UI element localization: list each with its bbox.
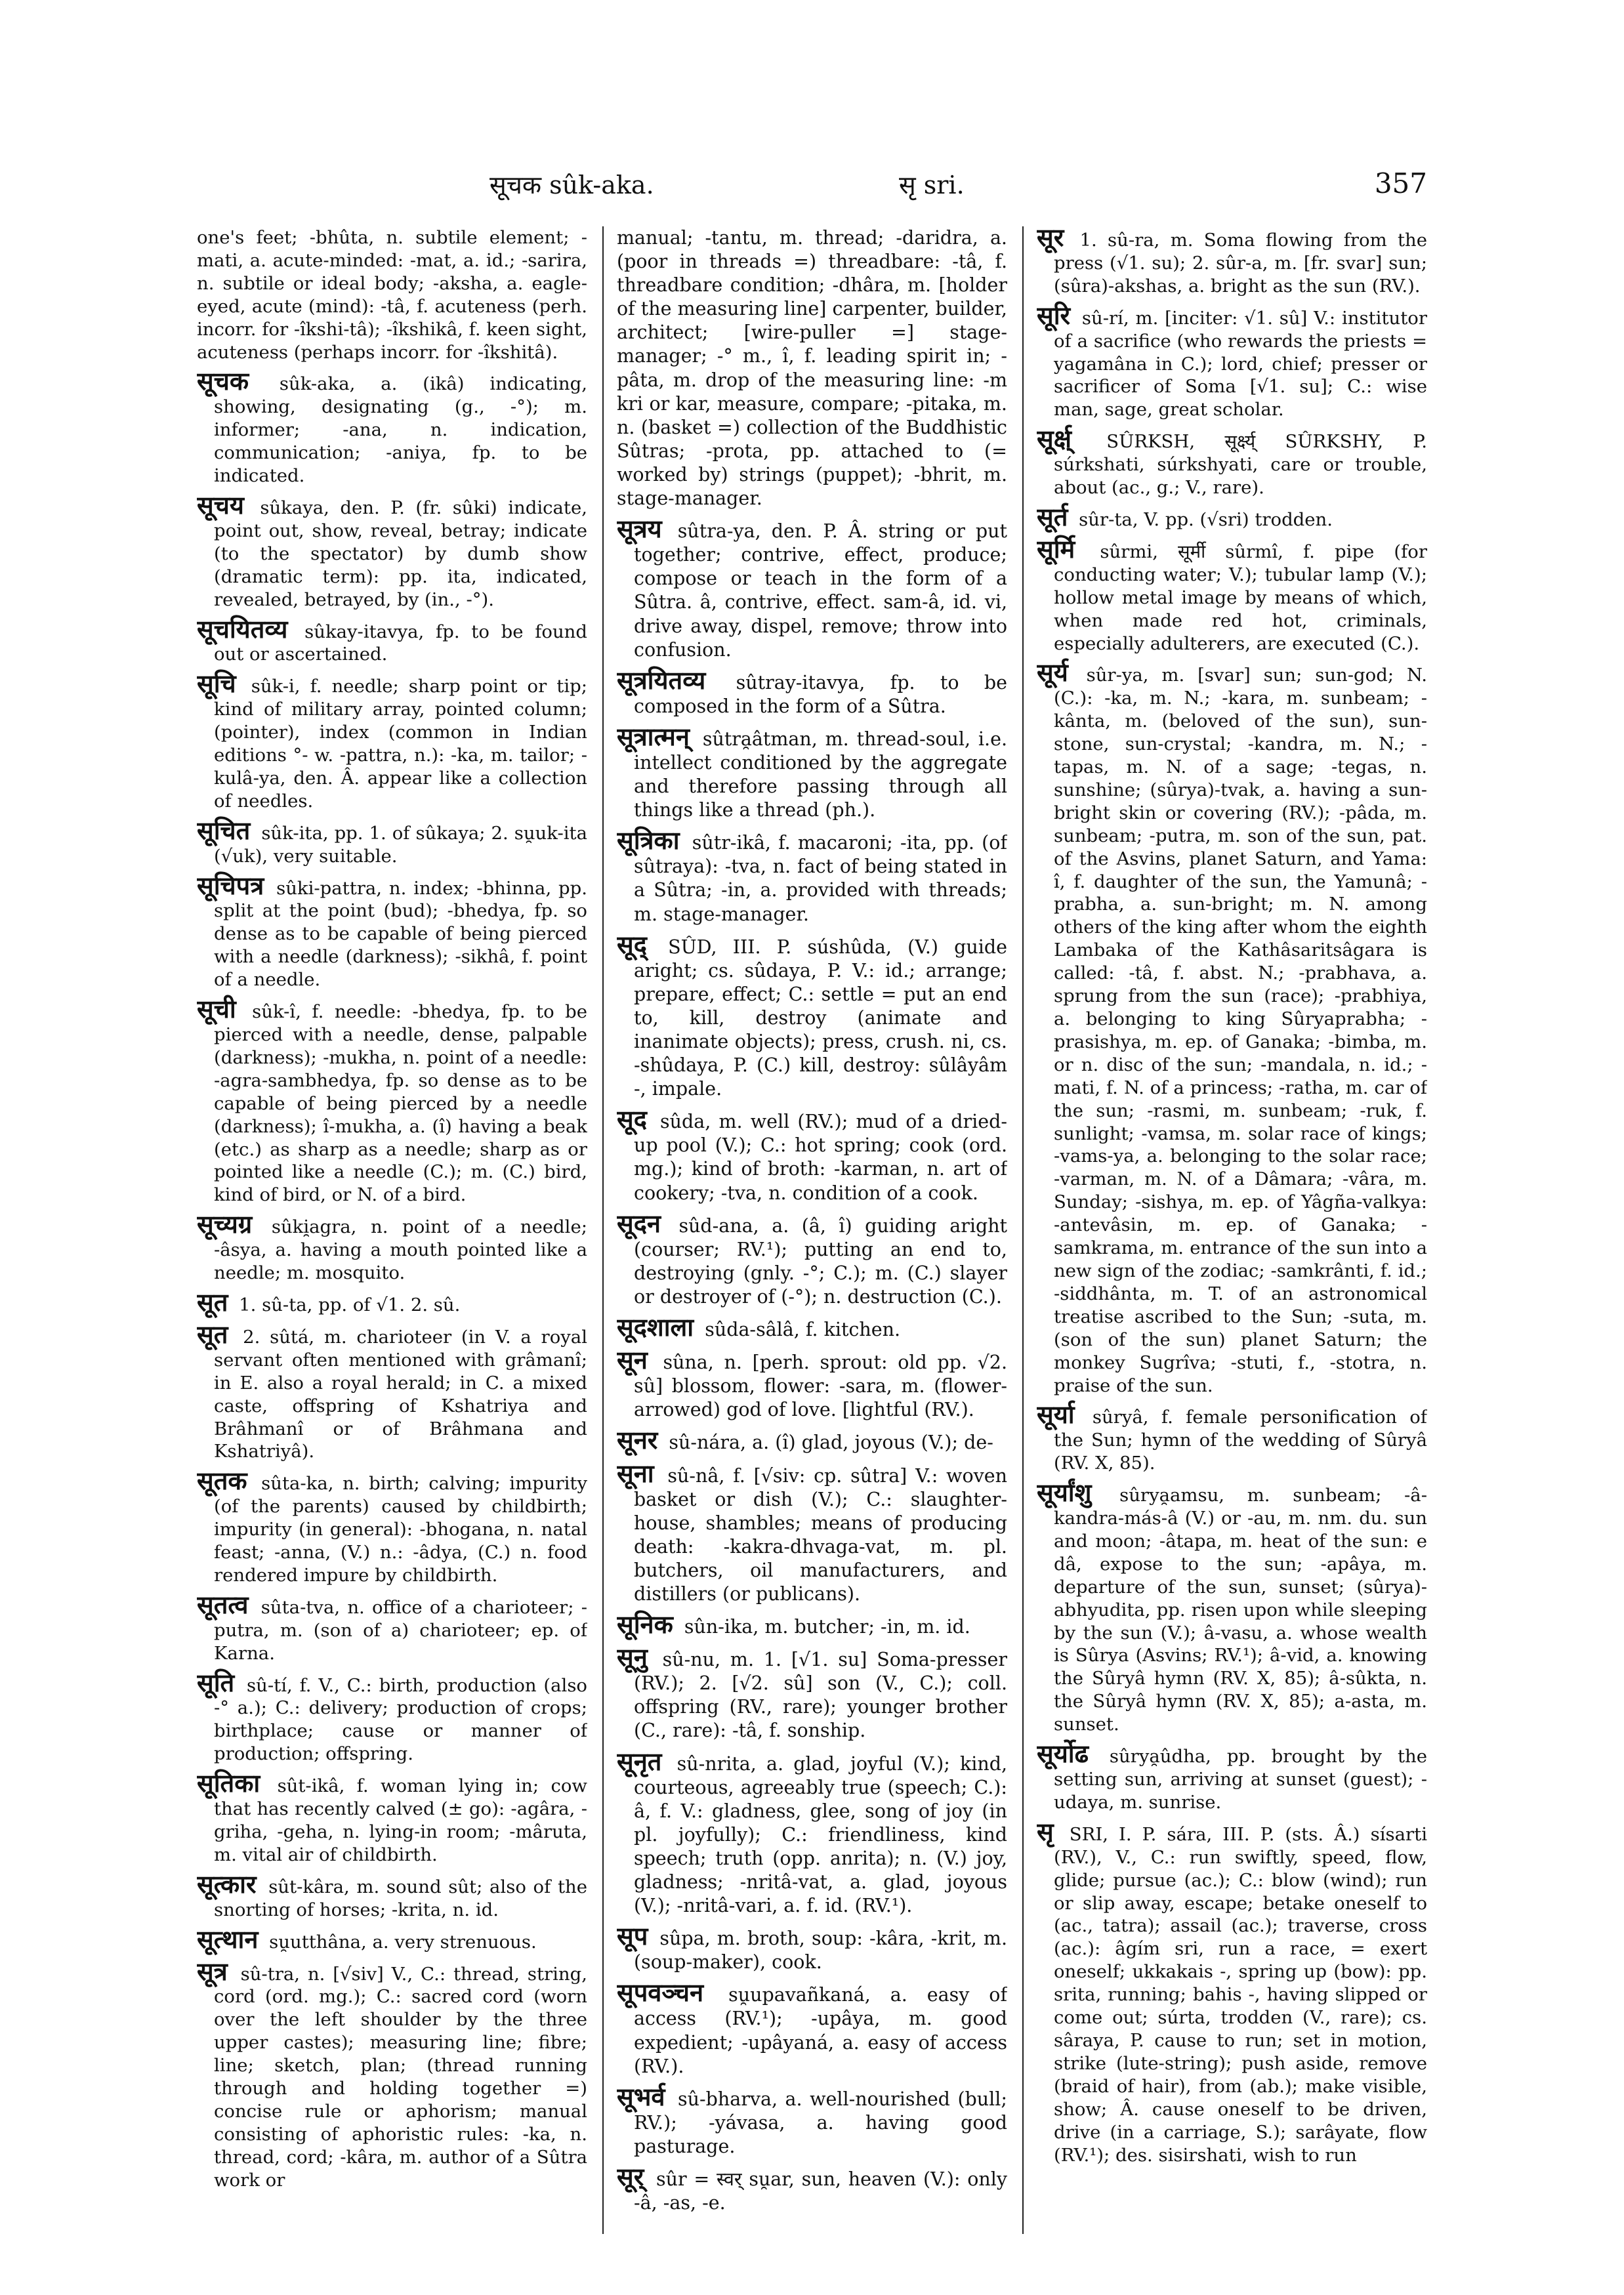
entry-definition: a. (â, î) guiding aright (courser; RV.¹); putting an end to, destroying (gnly. -°; C.); m. (C.) slayer or destroyer of (-°); n. destruction (C.). xyxy=(634,1214,1007,1308)
running-header xyxy=(197,167,1427,207)
dictionary-entry xyxy=(1037,1478,1427,1736)
entry-definition: su̯ar, sun, heaven (V.): only -â, -as, -e. xyxy=(634,2168,1007,2214)
headword-devanagari: सूत्थान xyxy=(197,1924,259,1954)
entry-definition: m. 1. [√1. su] Soma-presser (RV.); 2. [√2. sû] son (V., C.); coll. offspring (RV., rare); younger brother (C., rare): -tâ, f. sonship. xyxy=(634,1649,1007,1742)
headword-devanagari: सूचक xyxy=(197,366,249,396)
headword-transliteration: sûrmi, सूर्मी sûrmî, xyxy=(1100,541,1283,562)
headword-devanagari: सून xyxy=(617,1345,648,1375)
headword-transliteration: sûta-tva, xyxy=(260,1596,341,1618)
entry-definition: n. office of a charioteer; -putra, m. (son of a) charioteer; ep. of Karna. xyxy=(214,1596,587,1664)
header-first-entry: सूचक sûk-aka. xyxy=(489,171,654,199)
dictionary-entry xyxy=(1037,657,1427,1397)
entry-definition: a. (î) glad, joyous (V.); de- xyxy=(752,1432,993,1454)
headword-transliteration: sûk-î, xyxy=(252,1001,301,1023)
entry-definition: III. P. súshûda, (V.) guide aright; cs. sûdaya, P. V.: id.; arrange; prepare, effect; C.: settle = put an end to, kill, destroy (animate and inanimate objects); press, crush. ni, cs. -shûdaya, P. (C.) kill, destroy: sûlâyâm -, impale. xyxy=(634,936,1007,1100)
dictionary-entry xyxy=(617,929,1007,1102)
entry-definition: P. súrkshati, súrkshyati, care or trouble, about (ac., g.; V., rare). xyxy=(1054,431,1427,499)
dictionary-entry xyxy=(197,1466,587,1587)
headword-transliteration: sû-nâ, xyxy=(667,1464,725,1487)
dictionary-entry xyxy=(1037,300,1427,422)
dictionary-entry xyxy=(617,1458,1007,1607)
headword-transliteration: sû-tra, xyxy=(240,1963,301,1985)
entry-definition: a. glad, joyful (V.); kind, courteous, agreeably true (speech; C.): â, f. V.: gladness, glee, song of joy (in pl. joyfully); C.: friendliness, kind speech; truth (opp. anrita); n. (V.) joy, gladness; -nritâ-vat, a. glad, joyous (V.); -nritâ-vari, a. f. id. (RV.¹). xyxy=(634,1752,1007,1917)
entry-definition: m. well (RV.); mud of a dried-up pool (V.); C.: hot spring; cook (ord. mg.); kind of broth: -karman, n. art of cookery; -tva, n. condition of a cook. xyxy=(634,1111,1007,1204)
dictionary-entry xyxy=(197,1287,587,1317)
headword-transliteration: sûki-pattra, xyxy=(276,877,383,899)
headword-transliteration: sûta-ka, xyxy=(261,1473,334,1495)
dictionary-entry xyxy=(197,669,587,812)
headword-transliteration: sûna, xyxy=(663,1352,714,1374)
headword-devanagari: सूत्रय xyxy=(617,514,662,544)
entry-definition: m. sound sût; also of the snorting of horses; -krita, n. id. xyxy=(214,1876,587,1920)
entry-definition: f. V., C.: birth, production (also -° a.); C.: delivery; production of crops; birthplace; cause or manner of production; offspring. xyxy=(214,1674,587,1765)
headword-devanagari: सूतत्व xyxy=(197,1589,249,1619)
headword-devanagari: सृ xyxy=(1037,1816,1054,1846)
dictionary-entry xyxy=(1037,501,1427,531)
entry-definition: f. [√siv: cp. sûtra] V.: woven basket or dish (V.); C.: slaughter-house, shambles; means of producing death: -kakra-dhvaga-vat, m. pl. butchers, oil manufacturers, and distillers (or publicans). xyxy=(634,1464,1007,1605)
headword-devanagari: सूद xyxy=(617,1104,647,1134)
entry-definition: m. [svar] sun; sun-god; N. (C.): -ka, m. N.; -kara, m. sunbeam; -kânta, m. (beloved of the sun), sun-stone, sun-crystal; -kandra, m. N.; -tapas, m. N. of a sage; -tegas, n. sunshine; (sûrya)-tvak, a. having a sun-bright skin or covering (RV.); -pâda, m. sunbeam; -putra, m. son of the sun, pat. of the Asvins, planet Saturn, and Yama: î, f. daughter of the sun, the Yamunâ; -prabha, a. sun-bright; m. N. among others of the king after whom the eighth Lambaka of the Kathâsaritsâgara is called: -tâ, f. abst. N.; -prabhava, a. sprung from the sun (race); -prabhiya, a. belonging to king Sûryaprabha; -prasishya, m. ep. of Ganaka; -bimba, m. or n. disc of the sun; -mandala, n. id.; -mati, f. N. of a princess; -ratha, m. car of the sun; -rasmi, m. sunbeam; -ruk, f. sunlight; -vamsa, m. solar race of kings; -vams-ya, a. belonging to the solar race; -varman, m. N. of a Dâmara; -vâra, m. Sunday; -sishya, m. ep. of Yâgña-valkya: -antevâsin, m. ep. of Ganaka; -samkrama, m. entrance of the sun into a new sign of the zodiac; -samkrânti, f. id.; -siddhânta, m. T. of an astronomical treatise ascribed to the Sun; -suta, m. (son of the sun) planet Saturn; the monkey Sugrîva; -stuti, f., -stotra, n. praise of the sun. xyxy=(1054,665,1427,1396)
headword-devanagari: सूना xyxy=(617,1458,654,1488)
dictionary-entry xyxy=(197,1956,587,2192)
headword-devanagari: सूतक xyxy=(197,1466,247,1496)
dictionary-entry xyxy=(617,825,1007,926)
headword-transliteration: sû-nrita, xyxy=(677,1752,757,1775)
headword-transliteration: sûda-sâlâ, xyxy=(705,1319,800,1341)
headword-transliteration: sûn-ika, xyxy=(684,1616,759,1638)
headword-transliteration: sûrya̯ûdha, xyxy=(1109,1746,1211,1768)
dictionary-columns xyxy=(197,226,1427,2234)
dictionary-entry xyxy=(1037,1816,1427,2167)
headword-transliteration: sûpa, xyxy=(659,1928,711,1950)
headword-devanagari: सूची xyxy=(197,994,236,1024)
headword-devanagari: सूनु xyxy=(617,1642,648,1672)
headword-transliteration: sûkaya, xyxy=(260,497,329,518)
headword-devanagari: सूचिपत्र xyxy=(197,870,264,900)
column-2 xyxy=(617,226,1007,2234)
headword-devanagari: सूदन xyxy=(617,1208,661,1238)
headword-transliteration: su̯upavañkaná, xyxy=(728,1984,871,2006)
headword-devanagari: सूद् xyxy=(617,929,647,959)
header-last-entry: सृ sri. xyxy=(899,171,965,199)
headword-transliteration: SRI, xyxy=(1069,1823,1108,1845)
dictionary-entry xyxy=(617,1746,1007,1918)
headword-devanagari: सूच्यग्र xyxy=(197,1209,253,1239)
headword-devanagari: सूर्त xyxy=(1037,501,1068,531)
headword-devanagari: सूनिक xyxy=(617,1609,673,1640)
column-divider xyxy=(602,226,604,2234)
entry-definition: a. (ikâ) indicating, showing, designating (g., -°); m. informer; -ana, n. indication, communication; -aniya, fp. to be indicated. xyxy=(214,373,587,487)
headword-transliteration: sûtra-ya, xyxy=(677,520,761,543)
headword-devanagari: सूचि xyxy=(197,669,236,699)
headword-transliteration: sûk-aka, xyxy=(279,373,356,395)
entry-definition: a. well-nourished (bull; RV.); -yávasa, a. having good pasturage. xyxy=(634,2088,1007,2157)
entry-definition: m. charioteer (in V. a royal servant often mentioned with grâmanî; in E. also a royal herald; in C. a mixed caste, offspring of Kshatriya and Brâhmanî or of Brâhmana and Kshatriyâ). xyxy=(214,1326,587,1462)
headword-devanagari: सूर xyxy=(1037,226,1064,252)
headword-devanagari: सूचय xyxy=(197,489,244,520)
headword-transliteration: su̯utthâna, xyxy=(269,1931,367,1953)
entry-definition: m. Soma flowing from the press (√1. su); 2. sûr-a, m. [fr. svar] sun; (sûra)-akshas, a. bright as the sun (RV.). xyxy=(1054,230,1427,297)
entry-definition: fp. to be composed in the form of a Sûtra. xyxy=(634,671,1007,717)
dictionary-entry xyxy=(197,870,587,992)
entry-definition: f. kitchen. xyxy=(805,1319,901,1341)
dictionary-entry xyxy=(617,1977,1007,2078)
entry-definition: f. macaroni; -ita, pp. (of sûtraya): -tva, n. fact of being stated in a Sûtra; -in, a. provided with threads; m. stage-manager. xyxy=(634,832,1007,925)
dictionary-entry xyxy=(617,1609,1007,1640)
entry-definition: manual; -tantu, m. thread; -daridra, a. (poor in threads =) threadbare: -tâ, f. threadbare condition; -dhâra, m. [holder of the measuring line] carpenter, builder, architect; [wire-puller =] stage-manager; -° m., î, f. leading spirit in; -pâta, m. drop of the measuring line: -m kri or kar, measure, compare; -pitaka, m. n. (basket =) collection of the Buddhistic Sûtras; -prota, pp. attached to (= worked by) strings (puppet); -bhrit, m. stage-manager. xyxy=(617,227,1007,510)
dictionary-entry xyxy=(617,1642,1007,1743)
headword-transliteration: sûk-ita, xyxy=(261,822,329,844)
headword-devanagari: सूपवञ्चन xyxy=(617,1977,704,2008)
entry-definition: m. butcher; -in, m. id. xyxy=(764,1616,970,1638)
headword-devanagari: सूत्र xyxy=(197,1956,228,1986)
dictionary-entry xyxy=(617,2162,1007,2215)
headword-devanagari: सूर्मि xyxy=(1037,533,1075,564)
dictionary-entry xyxy=(1037,226,1427,298)
dictionary-entry xyxy=(197,1768,587,1867)
entry-definition: m. sunbeam; -â-kandra-más-â (V.) or -au, m. nm. du. sun and moon; -âtapa, m. heat of the sun: e dâ, expose to the sun; -apâya, m. departure of the sun, sunset; (sûrya)-abhyudita, pp. risen upon while sleeping by the sun (V.); â-vasu, a. whose wealth is Sûrya (Asvins; RV.¹); â-vid, a. knowing the Sûryâ hymn (RV. X, 85); â-sûkta, n. the Sûryâ hymn (RV. X, 85); a-asta, m. sunset. xyxy=(1054,1485,1427,1735)
dictionary-entry xyxy=(197,1667,587,1766)
entry-definition: f. pipe (for conducting water; V.); tubular lamp (V.); hollow metal image by means of which, when made red hot, criminals, especially adulterers, are executed (C.). xyxy=(1054,541,1427,654)
entry-definition: m. [inciter: √1. sû] V.: institutor of a sacrifice (who rewards the priests = yagamâna in C.); lord, chief; presser or sacrificer of Soma [√1. su]; C.: wise man, sage, great scholar. xyxy=(1054,307,1427,421)
column-divider xyxy=(1022,226,1024,2234)
headword-devanagari: सूभर्व xyxy=(617,2081,665,2111)
headword-devanagari: सूचित xyxy=(197,815,251,845)
entry-definition: fp. to be found out or ascertained. xyxy=(214,621,587,665)
headword-transliteration: sû-nu, xyxy=(662,1649,721,1671)
headword-devanagari: सूप xyxy=(617,1921,648,1951)
dictionary-entry xyxy=(617,1312,1007,1342)
headword-transliteration: sûd-ana, xyxy=(678,1214,759,1237)
headword-devanagari: सूदशाला xyxy=(617,1312,694,1342)
dictionary-entry xyxy=(197,815,587,868)
headword-transliteration: sûtra̯âtman, xyxy=(702,728,818,750)
dictionary-entry xyxy=(617,1921,1007,1974)
headword-devanagari: सूरि xyxy=(1037,300,1071,330)
headword-transliteration: sûtray-itavya, xyxy=(736,671,865,693)
headword-devanagari: सूर्क्ष् xyxy=(1037,424,1072,454)
dictionary-entry xyxy=(1037,1739,1427,1814)
headword-devanagari: सूत xyxy=(197,1287,228,1317)
dictionary-entry xyxy=(617,1208,1007,1309)
entry-definition: f. needle; sharp point or tip; kind of military array, pointed column; (pointer), index (common in Indian editions °- w. -pattra, n.): -ka, m. tailor; -kulâ-ya, den. Â. appear like a collection of needles. xyxy=(214,676,587,812)
entry-definition: n. [perh. sprout: old pp. √2. sû] blossom, flower: -sara, m. (flower-arrowed) god of love. [lightful (RV.). xyxy=(634,1352,1007,1421)
entry-definition: n. [√siv] V., C.: thread, string, cord (ord. mg.); C.: sacred cord (worn over the left shoulder by the three upper castes); measuring line; fibre; line; sketch, plan; (thread running through and holding together =) concise rule or aphorism; manual consisting of aphoristic rules: -ka, n. thread, cord; -kâra, m. author of a Sûtra work or xyxy=(214,1963,587,2191)
headword-transliteration: sûki̯agra, xyxy=(271,1216,357,1238)
dictionary-entry xyxy=(617,1425,1007,1455)
dictionary-entry xyxy=(197,1319,587,1463)
headword-devanagari: सूत्रिका xyxy=(617,825,680,856)
entry-definition: V. pp. (√sri) trodden. xyxy=(1144,508,1333,530)
entry-definition: den. P. Â. string or put together; contrive, effect, produce; compose or teach in the form of a Sûtra. â, contrive, effect. sam-â, id. vi, drive away, dispel, remove; throw into confusion. xyxy=(634,520,1007,661)
headword-transliteration: sût-kâra, xyxy=(268,1876,350,1897)
headword-transliteration: SÛD, xyxy=(668,936,717,958)
headword-transliteration: sûr = स्वर् xyxy=(656,2168,742,2191)
headword-transliteration: sût-ikâ, xyxy=(277,1775,345,1797)
headword-devanagari: सूनृत xyxy=(617,1746,662,1776)
headword-transliteration: sûryâ, xyxy=(1092,1407,1149,1428)
entry-definition: m. broth, soup: -kâra, -krit, m. (soup-maker), cook. xyxy=(634,1928,1007,1974)
headword-transliteration: sû-tí, xyxy=(247,1674,293,1696)
dictionary-entry xyxy=(1037,1399,1427,1475)
entry-definition: pp. brought by the setting sun, arriving at sunset (guest); -udaya, m. sunrise. xyxy=(1054,1746,1427,1813)
dictionary-entry xyxy=(617,665,1007,718)
dictionary-entry xyxy=(617,721,1007,822)
headword-transliteration: sûr-ta, xyxy=(1079,508,1138,530)
dictionary-entry xyxy=(197,489,587,611)
dictionary-entry xyxy=(197,1924,587,1954)
headword-transliteration: 2. sûtá, xyxy=(243,1326,315,1348)
dictionary-entry xyxy=(617,1104,1007,1205)
entry-definition: a. very strenuous. xyxy=(372,1931,537,1953)
entry-definition: n. index; -bhinna, pp. split at the point (bud); -bhedya, fp. so dense as to be capable of being pierced with a needle (darkness); -sikhâ, f. point of a needle. xyxy=(214,877,587,991)
headword-devanagari: सूचयितव्य xyxy=(197,613,288,644)
headword-devanagari: सूति xyxy=(197,1667,235,1697)
dictionary-entry xyxy=(617,2081,1007,2159)
entry-definition: n. point of a needle; -âsya, a. having a mouth pointed like a needle; m. mosquito. xyxy=(214,1216,587,1284)
entry-definition: m. thread-soul, i.e. intellect conditioned by the aggregate and therefore passing through all things like a thread (ph.). xyxy=(634,728,1007,821)
entry-definition: pp. 1. of sûkaya; 2. su̯uk-ita (√uk), very suitable. xyxy=(214,822,587,867)
dictionary-entry xyxy=(1037,533,1427,655)
entry-definition: I. P. sára, III. P. (sts. Â.) sísarti (RV.), V., C.: run swiftly, speed, flow, glide; pursue (ac.); C.: blow (wind); run or slip away, escape; betake oneself to (ac., tatra); assail (ac.); traverse, cross (ac.): âgím sri, run a race, = exert oneself; ukkakais -, spring up (bow): pp. srita, running; bahis -, having slipped or come out; súrta, trodden (V., rare); cs. sâraya, P. cause to run; set in motion, strike (lute-string); push aside, remove (braid of hair), from (ab.); make visible, show; Â. cause oneself to be driven, drive (in a carriage, S.); sarâyate, flow (RV.¹); des. sisirshati, wish to run xyxy=(1054,1823,1427,2166)
entry-definition: den. P. (fr. sûki) indicate, point out, show, reveal, betray; indicate (to the spectator) by dumb show (dramatic term): pp. ita, indicated, revealed, betrayed, by (in., -°). xyxy=(214,497,587,610)
entry-continuation xyxy=(617,226,1007,510)
entry-continuation xyxy=(197,226,587,363)
headword-devanagari: सूर्य xyxy=(1037,657,1068,688)
headword-devanagari: सूत्रात्मन् xyxy=(617,721,690,751)
headword-transliteration: 1. sû-ra, xyxy=(1079,230,1160,251)
dictionary-entry xyxy=(197,1209,587,1285)
entry-definition: f. female personification of the Sun; hymn of the wedding of Sûryâ (RV. X, 85). xyxy=(1054,1407,1427,1474)
page-number: 357 xyxy=(1374,167,1427,199)
dictionary-entry xyxy=(617,514,1007,662)
dictionary-entry xyxy=(197,994,587,1207)
headword-devanagari: सूत xyxy=(197,1319,228,1349)
dictionary-entry xyxy=(197,1869,587,1922)
column-1 xyxy=(197,226,587,2234)
dictionary-entry xyxy=(1037,424,1427,499)
headword-transliteration: sûrya̯amsu, xyxy=(1119,1485,1225,1506)
headword-devanagari: सूत्कार xyxy=(197,1869,257,1899)
entry-definition: f. needle: -bhedya, fp. to be pierced with a needle, dense, palpable (darkness); -mukha, n. point of a needle: -agra-sambhedya, fp. so dense as to be capable of being pierced by a needle (darkness); î-mukha, a. (î) having a beak (etc.) as sharp as a needle; sharp as or pointed like a needle (C.); m. (C.) bird, kind of bird, or N. of a bird. xyxy=(214,1001,587,1206)
headword-transliteration: sûda, xyxy=(660,1111,711,1133)
dictionary-entry xyxy=(197,1589,587,1665)
entry-definition: n. birth; calving; impurity (of the parents) caused by childbirth; impurity (in general): -bhogana, n. natal feast; -anna, (V.) n.: -âdya, (C.) n. food rendered impure by childbirth. xyxy=(214,1473,587,1586)
headword-transliteration: sûr-ya, xyxy=(1086,665,1149,686)
column-3 xyxy=(1037,226,1427,2234)
headword-transliteration: sûtr-ikâ, xyxy=(692,832,771,854)
headword-devanagari: सूर्या xyxy=(1037,1399,1075,1430)
headword-devanagari: सूनर xyxy=(617,1425,658,1455)
dictionary-entry xyxy=(617,1345,1007,1422)
headword-transliteration: sûk-i, xyxy=(251,676,301,697)
headword-transliteration: sû-bharva, xyxy=(678,2088,778,2110)
headword-transliteration: sû-nára, xyxy=(669,1432,747,1454)
headword-devanagari: सूर्यांशु xyxy=(1037,1478,1092,1508)
headword-transliteration: 1. sû-ta, xyxy=(239,1294,313,1315)
entry-definition: a. easy of access (RV.¹); -upâya, m. good expedient; -upâyaná, a. easy of access (RV.). xyxy=(634,1984,1007,2077)
entry-definition: f. woman lying in; cow that has recently calved (± go): -agâra, -griha, -geha, n. lying-in room; -mâruta, m. vital air of childbirth. xyxy=(214,1775,587,1865)
headword-devanagari: सूत्रयितव्य xyxy=(617,665,706,695)
entry-definition: one's feet; -bhûta, n. subtile element; -mati, a. acute-minded: -mat, a. id.; -sarira, n. subtile or ideal body; -aksha, a. eagle-eyed, acute (mind): -tâ, f. acuteness (perh. incorr. for -îkshi-tâ); -îkshikâ, f. keen sight, acuteness (perhaps incorr. for -îkshitâ). xyxy=(197,227,587,363)
headword-devanagari: सूतिका xyxy=(197,1768,260,1798)
headword-transliteration: SÛRKSH, सूर्क्ष्य् SÛRKSHY, xyxy=(1106,431,1383,453)
headword-transliteration: sûkay-itavya, xyxy=(304,621,425,642)
headword-devanagari: सूर्योढ xyxy=(1037,1739,1089,1769)
entry-definition: pp. of √1. 2. sû. xyxy=(318,1294,461,1315)
dictionary-entry xyxy=(197,613,587,667)
dictionary-entry xyxy=(197,366,587,487)
headword-transliteration: sû-rí, xyxy=(1081,307,1129,329)
headword-devanagari: सूर् xyxy=(617,2162,644,2192)
